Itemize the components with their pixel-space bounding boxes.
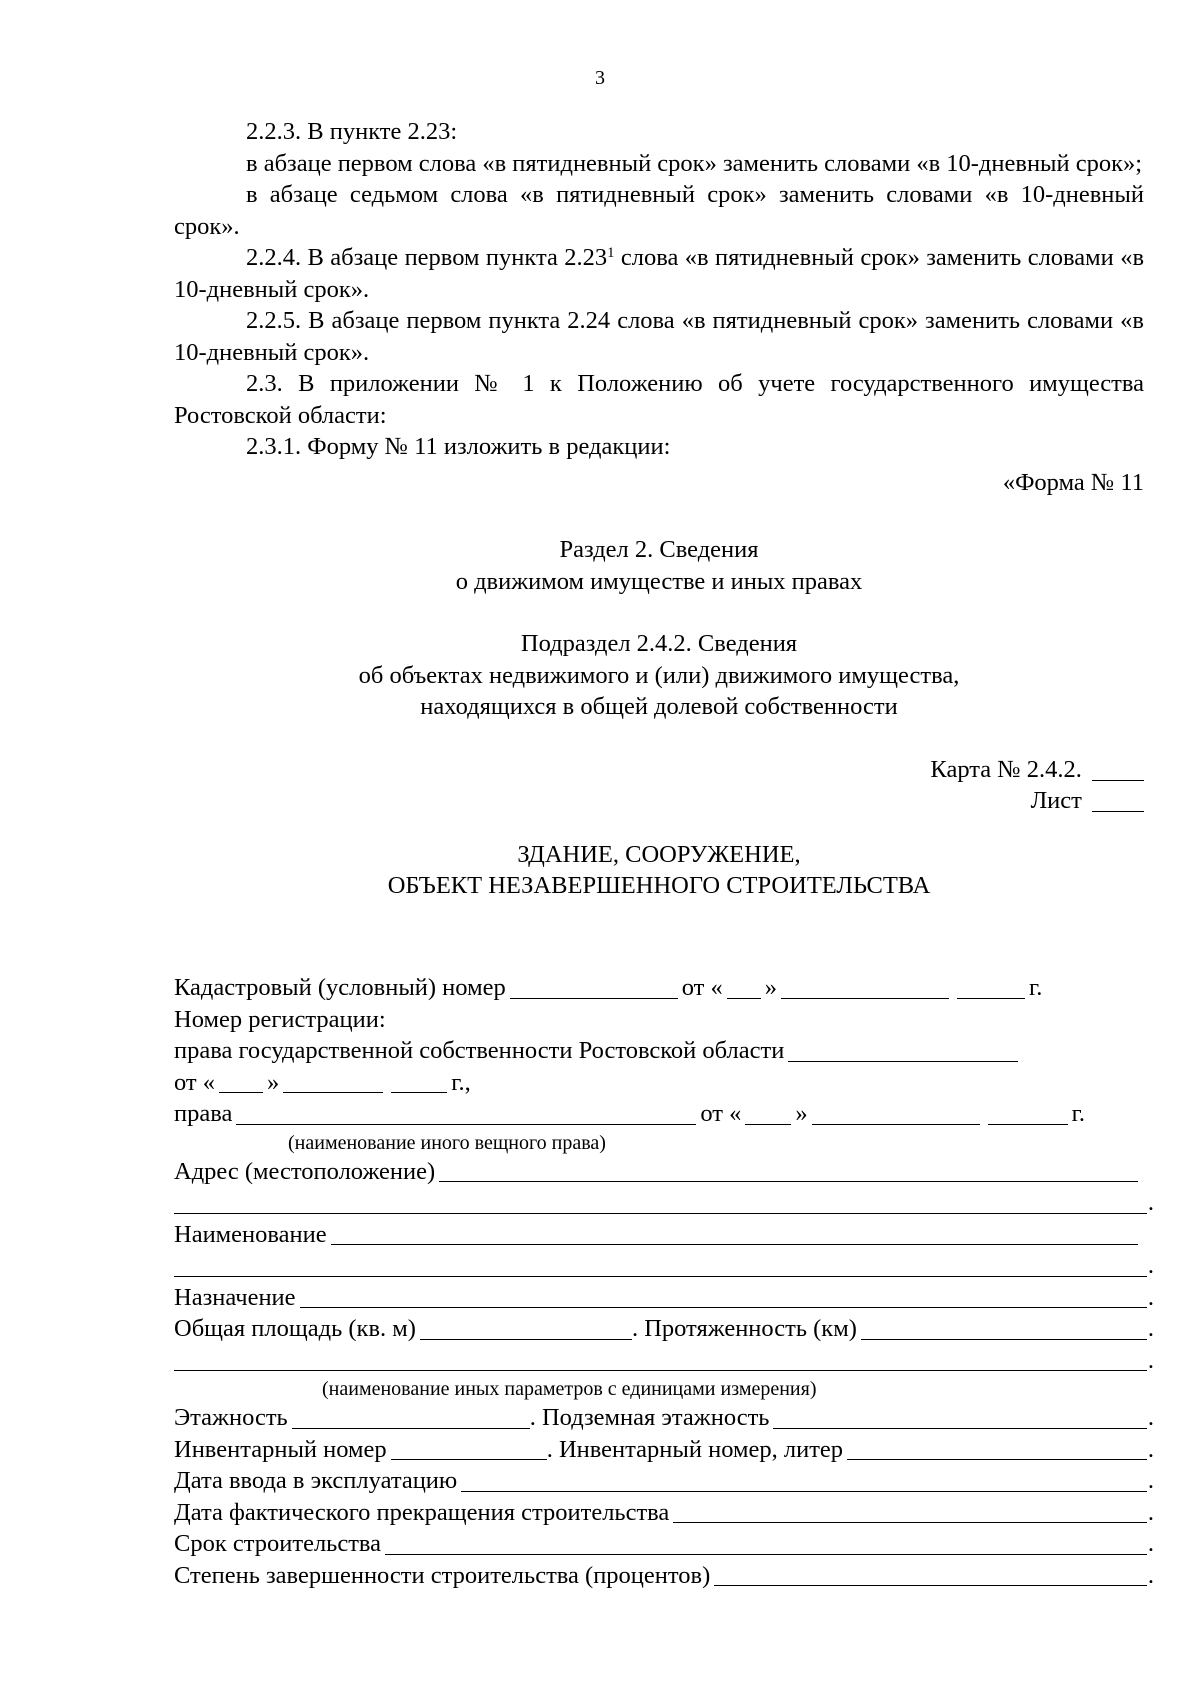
period: .: [1147, 1435, 1154, 1463]
construction-stop-date-blank[interactable]: [673, 1498, 1147, 1523]
length-blank[interactable]: [861, 1315, 1147, 1340]
amendment-2-2-4-text-rest: слова «в пятидневный срок» заменить словами «в 10-дневный срок».: [174, 244, 1145, 303]
state-right-row: [174, 1035, 1154, 1067]
object-heading-line-1: ЗДАНИЕ, СООРУЖЕНИЕ,: [517, 840, 801, 868]
completion-degree-label: Степень завершенности строительства (процентов): [174, 1561, 711, 1589]
form-label: «Форма № 11: [1002, 468, 1144, 496]
state-right-label: права государственной собственности Ростовской области: [174, 1037, 785, 1064]
area-blank[interactable]: [420, 1315, 632, 1340]
underground-floors-blank[interactable]: [773, 1404, 1146, 1429]
address-label: Адрес (местоположение): [174, 1157, 436, 1185]
month-blank[interactable]: [781, 974, 949, 999]
area-row: [174, 1313, 1154, 1345]
day-blank[interactable]: [219, 1068, 263, 1093]
day-blank[interactable]: [745, 1100, 791, 1125]
name-blank[interactable]: [331, 1220, 1138, 1245]
amendment-2-2-5: 2.2.5. В абзаце первом пункта 2.24 слова «в пятидневный срок» заменить словами «в 10-дневный срок».: [174, 307, 1144, 366]
other-params-row: [174, 1345, 1154, 1377]
year-blank[interactable]: [988, 1100, 1068, 1125]
quote-close: »: [267, 1068, 280, 1096]
object-heading-line-2: ОБЪЕКТ НЕЗАВЕРШЕННОГО СТРОИТЕЛЬСТВА: [387, 872, 931, 899]
completion-degree-blank[interactable]: [714, 1561, 1147, 1586]
commissioning-row: [174, 1465, 1154, 1497]
year-blank[interactable]: [957, 974, 1025, 999]
month-blank[interactable]: [812, 1100, 980, 1125]
address-row: [174, 1156, 1138, 1188]
registration-label: Номер регистрации:: [174, 1005, 386, 1033]
period: .: [1147, 1283, 1154, 1311]
quote-close: »: [764, 974, 777, 1001]
card-number-label: Карта № 2.4.2.: [930, 755, 1082, 783]
cadastral-label: Кадастровый (условный) номер: [174, 974, 506, 1001]
right-label: права: [174, 1100, 233, 1127]
period: .: [1147, 1467, 1154, 1494]
sheet-label: Лист: [1030, 787, 1082, 814]
inventory-row: [174, 1434, 1154, 1466]
address-blank[interactable]: [439, 1157, 1138, 1182]
inventory-letter-label: . Инвентарный номер, литер: [546, 1435, 844, 1463]
other-right-blank[interactable]: [236, 1100, 696, 1125]
purpose-blank[interactable]: [300, 1283, 1147, 1308]
purpose-label: Назначение: [174, 1283, 296, 1311]
amendment-2-2-3-b: в абзаце седьмом слова «в пятидневный срок» заменить словами «в 10-дневный срок».: [174, 181, 1144, 240]
card-number-blank[interactable]: [1092, 758, 1144, 781]
inventory-letter-blank[interactable]: [847, 1435, 1147, 1460]
address-row-2: [174, 1187, 1154, 1219]
period: .: [1147, 1530, 1154, 1557]
other-params-caption: (наименование иных параметров с единицами измерения): [322, 1378, 817, 1400]
cadastral-number-blank[interactable]: [510, 974, 678, 999]
amendment-2-2-3-title: 2.2.3. В пункте 2.23:: [246, 118, 458, 145]
name-row: [174, 1219, 1138, 1251]
sheet-number-blank[interactable]: [1092, 789, 1144, 812]
period: .: [1147, 1404, 1154, 1431]
period: .: [1147, 1498, 1154, 1526]
section-title: Раздел 2. Сведения: [559, 536, 759, 563]
term-row: [174, 1528, 1154, 1560]
period: .: [1147, 1561, 1154, 1589]
construction-term-label: Срок строительства: [174, 1530, 382, 1557]
period: .: [1147, 1315, 1154, 1342]
amendment-2-2-4: [174, 242, 1144, 305]
state-right-date-row: [174, 1067, 1154, 1099]
floors-label: Этажность: [174, 1404, 288, 1431]
superscript: 1: [607, 244, 615, 261]
quote-close: »: [795, 1100, 808, 1127]
registration-form: [174, 972, 1154, 1591]
amendment-2-2-4-text: 2.2.4. В абзаце первом пункта 2.23: [246, 244, 608, 271]
from-label: от «: [174, 1068, 216, 1096]
subsection-line-3: находящихся в общей долевой собственности: [420, 693, 898, 720]
stop-row: [174, 1497, 1154, 1529]
subsection-title: Подраздел 2.4.2. Сведения: [520, 630, 798, 657]
period: .: [1147, 1189, 1154, 1216]
amendment-2-2-3-a: в абзаце первом слова «в пятидневный срок» заменить словами «в 10-дневный срок»;: [246, 149, 1143, 177]
completion-row: [174, 1560, 1154, 1592]
other-right-row: [174, 1098, 1154, 1130]
construction-term-blank[interactable]: [385, 1530, 1147, 1555]
name-blank-2[interactable]: [174, 1252, 1147, 1277]
period: .: [1147, 1252, 1154, 1279]
section-subtitle: о движимом имуществе и иных правах: [455, 567, 863, 595]
construction-stop-date-label: Дата фактического прекращения строительства: [174, 1498, 670, 1526]
area-label: Общая площадь (кв. м): [174, 1315, 416, 1342]
length-label: . Протяженность (км): [631, 1315, 857, 1342]
period: .: [1147, 1346, 1154, 1374]
floors-blank[interactable]: [292, 1404, 530, 1429]
address-blank-2[interactable]: [174, 1189, 1147, 1214]
floors-row: [174, 1402, 1154, 1434]
year-blank[interactable]: [391, 1068, 447, 1093]
underground-floors-label: . Подземная этажность: [529, 1404, 770, 1431]
amendment-2-3: 2.3. В приложении № 1 к Положению об учете государственного имущества Ростовской области:: [174, 370, 1144, 429]
registration-title-row: [174, 1004, 1154, 1036]
year-suffix: г.,: [451, 1068, 471, 1096]
name-row-2: [174, 1250, 1154, 1282]
other-params-blank[interactable]: [174, 1346, 1147, 1371]
inventory-number-blank[interactable]: [391, 1435, 547, 1460]
name-label: Наименование: [174, 1220, 327, 1248]
other-right-caption: (наименование иного вещного права): [288, 1131, 606, 1154]
card-number: [174, 754, 1144, 786]
cadastral-row: [174, 972, 1154, 1004]
page-number: 3: [595, 67, 605, 89]
year-suffix: г.: [1071, 1100, 1086, 1127]
year-suffix: г.: [1028, 974, 1043, 1001]
month-blank[interactable]: [283, 1068, 383, 1093]
from-label: от «: [681, 974, 723, 1001]
commissioning-date-blank[interactable]: [461, 1467, 1147, 1492]
from-label: от «: [700, 1100, 742, 1127]
state-right-number-blank[interactable]: [788, 1037, 1018, 1062]
day-blank[interactable]: [727, 974, 761, 999]
purpose-row: [174, 1282, 1154, 1314]
commissioning-date-label: Дата ввода в эксплуатацию: [174, 1467, 458, 1494]
amendments-body: [174, 116, 1144, 902]
subsection-line-2: об объектах недвижимого и (или) движимого имущества,: [358, 661, 960, 689]
inventory-number-label: Инвентарный номер: [174, 1435, 387, 1463]
amendment-2-3-1: 2.3.1. Форму № 11 изложить в редакции:: [246, 433, 671, 460]
sheet-number: [174, 785, 1144, 817]
